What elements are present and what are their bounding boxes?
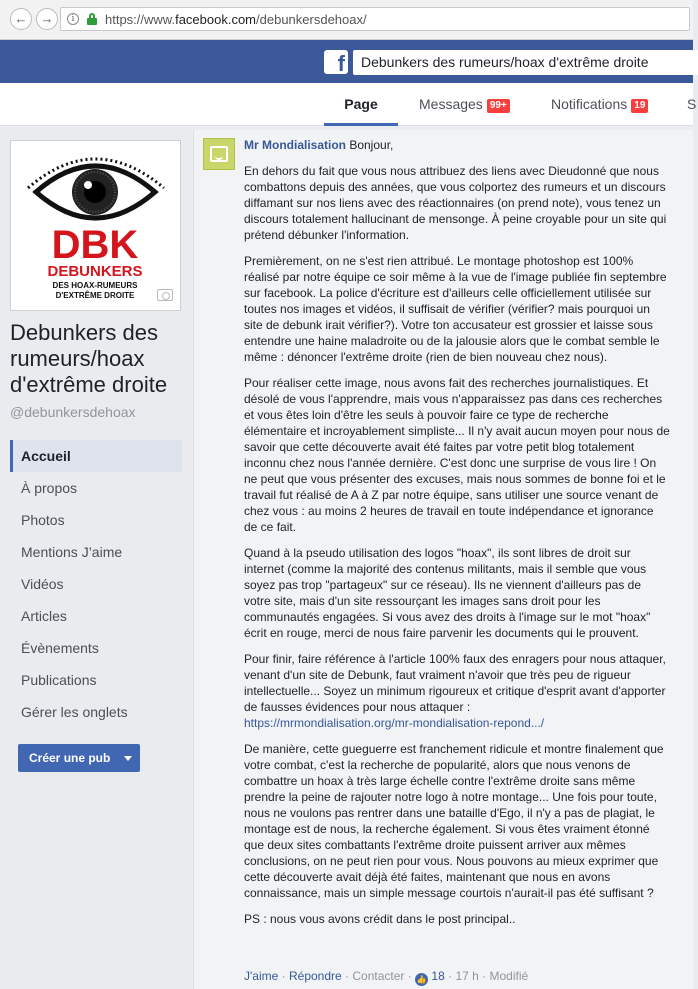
facebook-logo-icon[interactable]: f bbox=[324, 50, 348, 74]
comment-time[interactable]: 17 h bbox=[455, 969, 479, 983]
comment-paragraph: Quand à la pseudo utilisation des logos "hoax", ils sont libres de droit sur internet (comme la majorité des contenus militants, mais il semble que vous soyez pas trop "partageux" sur ce réseau). Ils ne viennent d'ailleurs pas de votre site, mais d'un site ressourçant les images sans droit pour les communautés engagées. Si vous avez des droits à l'image sur le mot "hoax" écrit en rouge, merci de nous faire parvenir les documents qui le prouvent. bbox=[244, 546, 651, 640]
page-handle: @debunkersdehoax bbox=[10, 404, 136, 420]
comment-paragraph: Premièrement, on ne s'est rien attribué. Le montage photoshop est 100% réalisé par notre équipe ce soir même à la vue de l'image publiée fin septembre sur facebook. La police d'écriture est d'ailleurs celle officiellement utilisée sur toutes nos images et vidéos, il suffisait de vérifier (vérifier? mais pourquoi un site de debunk irait vérifier?). Votre ton accusateur est grossier et laisse sous entendre une haine maladroite ou de la jalousie alors que le combat semble le même : dénoncer l'extrême droite (rien de bien nouveau chez nous). bbox=[244, 254, 667, 364]
comment-link[interactable]: https://mrmondialisation.org/mr-mondialisation-repond.../ bbox=[244, 716, 545, 730]
comment-author[interactable]: Mr Mondialisation bbox=[244, 138, 346, 152]
info-icon[interactable]: i bbox=[67, 13, 79, 25]
svg-text:DES HOAX-RUMEURS: DES HOAX-RUMEURS bbox=[52, 281, 138, 290]
sidebar-nav bbox=[10, 440, 182, 728]
sidebar-item-photos[interactable]: Photos bbox=[21, 512, 65, 528]
messages-badge: 99+ bbox=[487, 99, 510, 113]
avatar[interactable] bbox=[203, 138, 235, 170]
avatar-face-icon bbox=[210, 146, 228, 162]
reply-link[interactable]: Répondre bbox=[288, 969, 342, 983]
url-text[interactable]: https://www.facebook.com/debunkersdehoax/ bbox=[105, 12, 367, 27]
forward-icon[interactable]: → bbox=[36, 8, 58, 30]
back-icon[interactable]: ← bbox=[10, 8, 32, 30]
dbk-logo bbox=[14, 144, 177, 307]
comment-body bbox=[244, 137, 670, 937]
page-title[interactable]: Debunkers des rumeurs/hoax d'extrême droite bbox=[10, 320, 168, 397]
tab-messages[interactable]: Messages 99+ bbox=[419, 83, 510, 126]
like-thumb-icon[interactable]: 👍 bbox=[416, 975, 427, 984]
comment-paragraph: Pour réaliser cette image, nous avons fait des recherches journalistiques. Et désolé de vous l'apprendre, mais vous n'apparaissez pas dans ces recherches et vous êtes loin d'être les seuls à pouvoir faire ce type de recherche élémentaire et incroyablement simpliste... Il n'y avait aucun moyen pour nous de savoir que cette découverte avait été faites par votre petit blog totalement inconnu chez nous l'année dernière. C'est donc une surprise de vous lire ! On ne peut que vous présenter des excuses, mais nous sommes de bonne foi et le travail fut réalisé de A à Z par notre équipe, sans utiliser une source venant de chez vous : au moins 2 heures de travail en toute indépendance et ignorance de ce fait. bbox=[244, 376, 670, 534]
profile-picture[interactable] bbox=[10, 140, 181, 311]
sidebar-item-a-propos[interactable]: À propos bbox=[21, 480, 78, 496]
page-tabs bbox=[0, 83, 697, 126]
svg-text:D'EXTRÊME DROITE: D'EXTRÊME DROITE bbox=[55, 291, 135, 300]
search-input[interactable]: Debunkers des rumeurs/hoax d'extrême droite bbox=[353, 50, 698, 75]
facebook-header bbox=[0, 40, 693, 83]
like-link[interactable]: J'aime bbox=[244, 969, 279, 983]
chevron-down-icon[interactable] bbox=[124, 756, 132, 761]
like-count[interactable]: 18 bbox=[431, 969, 445, 983]
lock-icon bbox=[86, 13, 98, 25]
comment-panel bbox=[193, 130, 693, 989]
tab-page[interactable]: Page bbox=[324, 83, 398, 126]
sidebar-item-publications[interactable]: Publications bbox=[21, 672, 97, 688]
comment-paragraph: De manière, cette gueguerre est franchement ridicule et montre finalement que votre combat, c'est la recherche de popularité, alors que nous venons de combattre un hoax à très large échelle contre l'extrême droite sans même prendre la peine de rajouter notre logo à notre montage... Une fois pour toute, nous ne voulons pas rentrer dans une bataille d'Ego, il n'y a pas de plagiat, le montage est de nous, la recherche également. Si vous êtes vraiment étonné que deux sites combattants l'extrême droite puissent arriver aux mêmes conclusions, on ne peut rien pour vous. Nous pouvons au mieux exprimer que cette découverte avait déjà été faites, maintenant que nous en avons connaissance, mais un simple message courtois n'aurait-il pas été suffisant ? bbox=[244, 742, 664, 900]
comment-paragraph: En dehors du fait que vous nous attribuez des liens avec Dieudonné que nous combattons depuis des années, que vous colportez des rumeurs et un discours diffamant sur nos liens avec des réactionnaires (on prend note), vous tenez un discours totalement hallucinant de mensonge. À peine croyable pour un site qui prétend débunker l'information. bbox=[244, 164, 667, 242]
svg-text:DEBUNKERS: DEBUNKERS bbox=[47, 263, 143, 280]
sidebar-item-articles[interactable]: Articles bbox=[21, 608, 67, 624]
tab-more[interactable]: S bbox=[687, 96, 697, 112]
comment-paragraph: PS : nous vous avons crédit dans le post principal.. bbox=[244, 912, 516, 926]
svg-text:DBK: DBK bbox=[51, 223, 139, 267]
sidebar-item-gerer-onglets[interactable]: Gérer les onglets bbox=[21, 704, 128, 720]
comment-greeting: Bonjour, bbox=[346, 138, 394, 152]
sidebar-item-evenements[interactable]: Évènements bbox=[21, 640, 99, 656]
sidebar-item-mentions[interactable]: Mentions J’aime bbox=[21, 544, 123, 560]
tab-notifications[interactable]: Notifications 19 bbox=[551, 83, 648, 126]
camera-icon[interactable] bbox=[157, 289, 173, 301]
create-ad-button[interactable]: Créer une pub bbox=[18, 744, 140, 772]
address-bar[interactable] bbox=[60, 7, 690, 31]
notifications-badge: 19 bbox=[631, 99, 648, 113]
browser-toolbar bbox=[0, 0, 693, 40]
comment-paragraph: Pour finir, faire référence à l'article 100% faux des enragers pour nous attaquer, venant d'un site de Debunk, faut vraiment n'avoir que très peu de rigueur intellectuelle... Soyez un minimum rigoureux et critique d'esprit avant d'apporter de fausses évidences pour nous attaquer : bbox=[244, 652, 666, 714]
sidebar-item-accueil[interactable]: Accueil bbox=[10, 440, 182, 472]
comment-actions: J'aime · Répondre · Contacter · 👍 18 · 17 h · Modifié bbox=[244, 969, 529, 984]
edited-label[interactable]: Modifié bbox=[489, 969, 529, 983]
contact-link[interactable]: Contacter bbox=[352, 969, 405, 983]
sidebar-item-videos[interactable]: Vidéos bbox=[21, 576, 64, 592]
